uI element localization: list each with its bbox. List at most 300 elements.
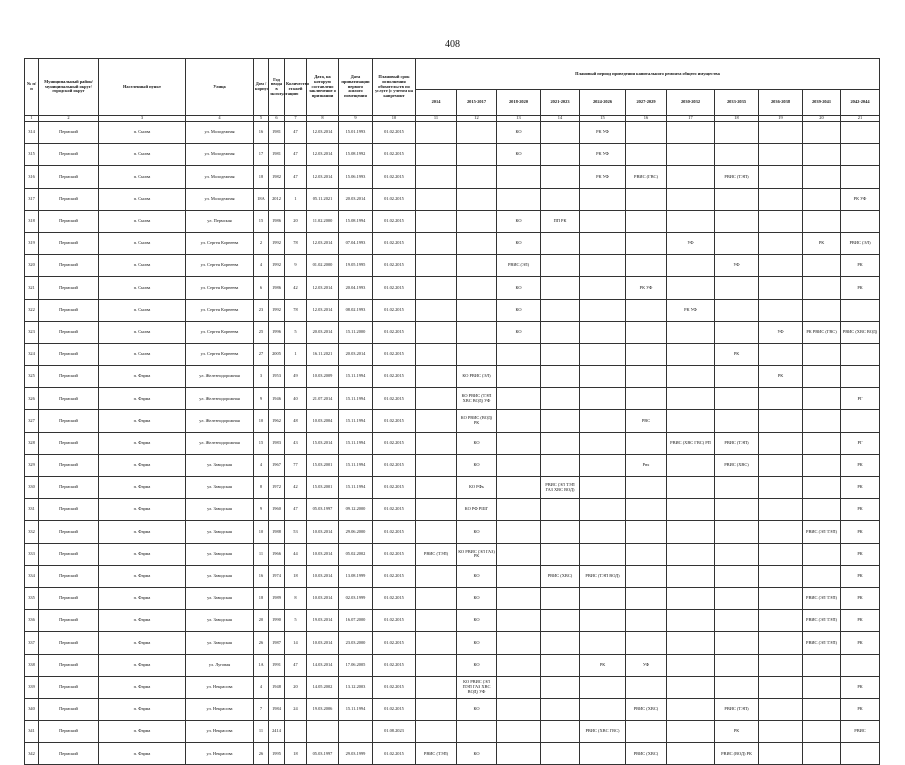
date-privatization-cell: 15.11.1994 bbox=[339, 454, 373, 476]
floors-cell: 9 bbox=[285, 255, 307, 277]
period-cell bbox=[759, 676, 803, 698]
period-cell bbox=[841, 144, 880, 166]
district-cell: Пермский bbox=[39, 632, 99, 654]
period-cell bbox=[580, 743, 626, 765]
street-cell: ул. Некрасова bbox=[186, 743, 254, 765]
period-cell bbox=[580, 521, 626, 543]
period-cell: РК bbox=[841, 632, 880, 654]
date-privatization-cell: 07.04.1993 bbox=[339, 232, 373, 254]
period-cell bbox=[497, 188, 541, 210]
street-cell: ул. Сергея Корнеева bbox=[186, 299, 254, 321]
period-cell bbox=[416, 188, 457, 210]
date-privatization-cell: 17.06.2005 bbox=[339, 654, 373, 676]
column-number: 13 bbox=[497, 116, 541, 122]
period-cell: РК УФ bbox=[580, 144, 626, 166]
date-recognition-cell: 12.03.2014 bbox=[307, 299, 339, 321]
row-number: 320 bbox=[25, 255, 39, 277]
year-cell: 1988 bbox=[269, 521, 285, 543]
period-header: 2015-2017 bbox=[457, 90, 497, 116]
period-cell bbox=[541, 676, 580, 698]
period-cell bbox=[416, 610, 457, 632]
street-cell: ул. Железнодорожная bbox=[186, 432, 254, 454]
house-cell: 4 bbox=[254, 255, 269, 277]
period-cell bbox=[759, 587, 803, 609]
period-cell bbox=[803, 166, 841, 188]
column-number: 21 bbox=[841, 116, 880, 122]
district-cell: Пермский bbox=[39, 299, 99, 321]
period-cell bbox=[416, 521, 457, 543]
period-cell bbox=[667, 188, 715, 210]
period-cell bbox=[541, 587, 580, 609]
row-number: 329 bbox=[25, 454, 39, 476]
period-cell: РВИС (ЭЛ) bbox=[841, 232, 880, 254]
floors-cell: 49 bbox=[285, 366, 307, 388]
period-cell: КО bbox=[457, 521, 497, 543]
period-cell bbox=[715, 388, 759, 410]
row-number: 319 bbox=[25, 232, 39, 254]
period-cell bbox=[803, 565, 841, 587]
table-row bbox=[25, 366, 880, 388]
period-cell bbox=[715, 277, 759, 299]
settlement-cell: п. Фарма bbox=[99, 454, 186, 476]
row-number: 316 bbox=[25, 166, 39, 188]
floors-cell: 47 bbox=[285, 144, 307, 166]
deadline-cell: 01.02.2015 bbox=[373, 610, 416, 632]
settlement-cell: п. Фарма bbox=[99, 388, 186, 410]
house-cell: 26 bbox=[254, 632, 269, 654]
period-cell bbox=[416, 432, 457, 454]
header-planned-period: Плановый период проведения капитального ремонта общего имущества bbox=[416, 59, 880, 90]
table-row bbox=[25, 610, 880, 632]
period-cell: РК УФ bbox=[580, 122, 626, 144]
period-cell: РК bbox=[841, 277, 880, 299]
period-cell bbox=[667, 676, 715, 698]
district-cell: Пермский bbox=[39, 565, 99, 587]
period-cell bbox=[667, 499, 715, 521]
period-cell bbox=[416, 587, 457, 609]
period-cell bbox=[803, 432, 841, 454]
period-cell: РВИС (ХВС) bbox=[715, 454, 759, 476]
period-cell bbox=[541, 654, 580, 676]
street-cell: ул. Заводская bbox=[186, 543, 254, 565]
district-cell: Пермский bbox=[39, 477, 99, 499]
date-privatization-cell: 20.03.2014 bbox=[339, 188, 373, 210]
column-number: 8 bbox=[307, 116, 339, 122]
settlement-cell: п. Фарма bbox=[99, 654, 186, 676]
period-cell bbox=[759, 144, 803, 166]
period-cell bbox=[759, 410, 803, 432]
period-cell: РВИС (ХВС ГВС) bbox=[580, 721, 626, 743]
year-cell: 1995 bbox=[269, 743, 285, 765]
period-cell bbox=[803, 122, 841, 144]
table-row bbox=[25, 454, 880, 476]
period-cell: РВИС (ТЭП) bbox=[416, 743, 457, 765]
period-cell bbox=[580, 210, 626, 232]
house-cell: 10 bbox=[254, 410, 269, 432]
house-cell: 4 bbox=[254, 454, 269, 476]
deadline-cell: 01.02.2015 bbox=[373, 277, 416, 299]
house-cell: 18 bbox=[254, 587, 269, 609]
street-cell: ул. Заводская bbox=[186, 610, 254, 632]
settlement-cell: п. Фарма bbox=[99, 477, 186, 499]
period-cell bbox=[497, 543, 541, 565]
date-recognition-cell: 11.02.2000 bbox=[307, 210, 339, 232]
floors-cell: 8 bbox=[285, 587, 307, 609]
date-recognition-cell: 10.03.2014 bbox=[307, 587, 339, 609]
house-cell: 6 bbox=[254, 277, 269, 299]
period-cell: КО bbox=[497, 144, 541, 166]
date-recognition-cell: 19.03.2006 bbox=[307, 698, 339, 720]
period-cell bbox=[803, 698, 841, 720]
table-row bbox=[25, 565, 880, 587]
table-row bbox=[25, 299, 880, 321]
period-cell bbox=[803, 210, 841, 232]
date-privatization-cell: 20.04.1993 bbox=[339, 277, 373, 299]
floors-cell: 78 bbox=[285, 232, 307, 254]
floors-cell: 47 bbox=[285, 654, 307, 676]
period-cell bbox=[416, 388, 457, 410]
period-cell bbox=[457, 277, 497, 299]
district-cell: Пермский bbox=[39, 277, 99, 299]
period-cell bbox=[715, 521, 759, 543]
period-cell: РВИС (ЭЛ ТЭП) bbox=[803, 521, 841, 543]
period-cell bbox=[667, 477, 715, 499]
house-cell: 16 bbox=[254, 122, 269, 144]
period-cell bbox=[759, 255, 803, 277]
period-cell bbox=[759, 454, 803, 476]
year-cell: 1966 bbox=[269, 543, 285, 565]
district-cell: Пермский bbox=[39, 543, 99, 565]
period-cell bbox=[841, 210, 880, 232]
deadline-cell: 01.02.2015 bbox=[373, 255, 416, 277]
header-no: № п/п bbox=[25, 59, 39, 116]
period-cell bbox=[541, 543, 580, 565]
period-cell: РВИС (ХВС) bbox=[626, 698, 667, 720]
house-cell: 9 bbox=[254, 499, 269, 521]
period-cell bbox=[759, 388, 803, 410]
period-cell: РВИС (ТЭП) bbox=[416, 543, 457, 565]
period-cell: РГ bbox=[841, 388, 880, 410]
period-cell bbox=[626, 721, 667, 743]
settlement-cell: п. Фарма bbox=[99, 366, 186, 388]
period-cell bbox=[667, 565, 715, 587]
period-cell bbox=[715, 366, 759, 388]
period-cell bbox=[759, 521, 803, 543]
period-cell bbox=[580, 454, 626, 476]
row-number: 331 bbox=[25, 499, 39, 521]
settlement-cell: п. Сылва bbox=[99, 188, 186, 210]
period-cell: РВИС (ХВС) bbox=[541, 565, 580, 587]
date-recognition-cell bbox=[307, 721, 339, 743]
floors-cell: 42 bbox=[285, 277, 307, 299]
table-row bbox=[25, 721, 880, 743]
period-cell bbox=[626, 610, 667, 632]
street-cell: ул. Заводская bbox=[186, 565, 254, 587]
column-number: 7 bbox=[285, 116, 307, 122]
row-number: 333 bbox=[25, 543, 39, 565]
floors-cell: 40 bbox=[285, 388, 307, 410]
period-header: 2036-2038 bbox=[759, 90, 803, 116]
period-cell bbox=[457, 122, 497, 144]
period-cell bbox=[715, 210, 759, 232]
table-row bbox=[25, 477, 880, 499]
period-cell bbox=[667, 654, 715, 676]
house-cell: 23 bbox=[254, 299, 269, 321]
period-cell bbox=[803, 343, 841, 365]
table-row bbox=[25, 232, 880, 254]
period-cell: УФ bbox=[759, 321, 803, 343]
period-cell bbox=[416, 122, 457, 144]
period-cell bbox=[541, 232, 580, 254]
house-cell: 16 bbox=[254, 565, 269, 587]
period-cell bbox=[541, 321, 580, 343]
period-cell bbox=[759, 277, 803, 299]
house-cell: 17 bbox=[254, 144, 269, 166]
year-cell: 1989 bbox=[269, 587, 285, 609]
floors-cell: 43 bbox=[285, 432, 307, 454]
period-cell bbox=[416, 721, 457, 743]
period-cell bbox=[803, 299, 841, 321]
period-cell bbox=[541, 743, 580, 765]
period-cell bbox=[541, 632, 580, 654]
period-cell bbox=[715, 499, 759, 521]
row-number: 322 bbox=[25, 299, 39, 321]
date-privatization-cell: 13.08.1999 bbox=[339, 565, 373, 587]
settlement-cell: п. Фарма bbox=[99, 676, 186, 698]
period-cell bbox=[667, 166, 715, 188]
settlement-cell: п. Фарма bbox=[99, 432, 186, 454]
house-cell: 15 bbox=[254, 210, 269, 232]
header-date-recognition: Дата, на которую составлено заключение о признании bbox=[307, 59, 339, 116]
period-cell: КО bbox=[457, 743, 497, 765]
period-cell bbox=[497, 632, 541, 654]
column-number: 12 bbox=[457, 116, 497, 122]
period-cell bbox=[841, 299, 880, 321]
period-cell bbox=[841, 166, 880, 188]
period-cell bbox=[416, 499, 457, 521]
period-cell bbox=[541, 388, 580, 410]
period-cell bbox=[416, 277, 457, 299]
period-cell: РК bbox=[759, 366, 803, 388]
deadline-cell: 01.02.2015 bbox=[373, 654, 416, 676]
period-cell bbox=[580, 188, 626, 210]
period-cell bbox=[667, 321, 715, 343]
period-cell bbox=[667, 388, 715, 410]
deadline-cell: 01.02.2015 bbox=[373, 676, 416, 698]
district-cell: Пермский bbox=[39, 743, 99, 765]
street-cell: ул. Заводская bbox=[186, 587, 254, 609]
period-cell bbox=[541, 521, 580, 543]
street-cell: ул. Луговая bbox=[186, 654, 254, 676]
period-cell bbox=[667, 366, 715, 388]
settlement-cell: п. Фарма bbox=[99, 410, 186, 432]
capital-repair-table bbox=[24, 58, 880, 765]
period-cell bbox=[580, 432, 626, 454]
period-cell: Рвх bbox=[626, 454, 667, 476]
period-cell bbox=[416, 410, 457, 432]
settlement-cell: п. Фарма bbox=[99, 632, 186, 654]
period-cell bbox=[457, 343, 497, 365]
period-cell bbox=[715, 232, 759, 254]
period-cell bbox=[803, 410, 841, 432]
period-header: 2033-2035 bbox=[715, 90, 759, 116]
period-cell bbox=[497, 454, 541, 476]
row-number: 323 bbox=[25, 321, 39, 343]
period-cell bbox=[580, 277, 626, 299]
house-cell: 26 bbox=[254, 743, 269, 765]
row-number: 334 bbox=[25, 565, 39, 587]
period-cell bbox=[541, 188, 580, 210]
date-recognition-cell: 20.03.2014 bbox=[307, 321, 339, 343]
period-cell bbox=[626, 366, 667, 388]
period-cell bbox=[759, 698, 803, 720]
date-recognition-cell: 12.03.2014 bbox=[307, 166, 339, 188]
period-header: 2030-2032 bbox=[667, 90, 715, 116]
date-recognition-cell: 14.03.2014 bbox=[307, 654, 339, 676]
period-cell bbox=[626, 587, 667, 609]
period-cell: КО РВИС (ВОД) РК bbox=[457, 410, 497, 432]
district-cell: Пермский bbox=[39, 232, 99, 254]
district-cell: Пермский bbox=[39, 366, 99, 388]
period-cell bbox=[667, 721, 715, 743]
year-cell: 1962 bbox=[269, 410, 285, 432]
period-cell bbox=[497, 698, 541, 720]
period-cell bbox=[667, 743, 715, 765]
period-cell bbox=[497, 721, 541, 743]
column-number: 6 bbox=[269, 116, 285, 122]
row-number: 337 bbox=[25, 632, 39, 654]
column-number: 16 bbox=[626, 116, 667, 122]
period-cell bbox=[580, 343, 626, 365]
table-row bbox=[25, 188, 880, 210]
date-privatization-cell: 08.02.1993 bbox=[339, 299, 373, 321]
period-cell bbox=[803, 743, 841, 765]
date-privatization-cell: 15.08.1992 bbox=[339, 144, 373, 166]
period-cell bbox=[416, 676, 457, 698]
date-privatization-cell: 15.08.1994 bbox=[339, 210, 373, 232]
period-cell: ПП РК bbox=[541, 210, 580, 232]
deadline-cell: 01.02.2015 bbox=[373, 232, 416, 254]
row-number: 338 bbox=[25, 654, 39, 676]
street-cell: ул. Сергея Корнеева bbox=[186, 232, 254, 254]
deadline-cell: 01.02.2015 bbox=[373, 122, 416, 144]
period-cell bbox=[715, 565, 759, 587]
floors-cell: 24 bbox=[285, 698, 307, 720]
deadline-cell: 01.02.2015 bbox=[373, 343, 416, 365]
house-cell: 10 bbox=[254, 521, 269, 543]
floors-cell: 77 bbox=[285, 454, 307, 476]
period-header: 2027-2029 bbox=[626, 90, 667, 116]
row-number: 315 bbox=[25, 144, 39, 166]
deadline-cell: 01.02.2015 bbox=[373, 321, 416, 343]
deadline-cell: 01.02.2015 bbox=[373, 388, 416, 410]
table-row bbox=[25, 676, 880, 698]
period-cell: РВИС (ЭЛ ТЭП) bbox=[803, 587, 841, 609]
deadline-cell: 01.02.2015 bbox=[373, 410, 416, 432]
district-cell: Пермский bbox=[39, 676, 99, 698]
table-body bbox=[25, 116, 880, 765]
date-recognition-cell: 21.07.2014 bbox=[307, 388, 339, 410]
date-recognition-cell: 19.03.2014 bbox=[307, 610, 339, 632]
period-cell bbox=[580, 632, 626, 654]
floors-cell: 18 bbox=[285, 743, 307, 765]
year-cell: 1946 bbox=[269, 388, 285, 410]
period-cell: КО РФ РШГ bbox=[457, 499, 497, 521]
row-number: 314 bbox=[25, 122, 39, 144]
settlement-cell: п. Фарма bbox=[99, 743, 186, 765]
period-cell bbox=[580, 232, 626, 254]
period-cell: РВИС (ХВС ВОД) bbox=[841, 321, 880, 343]
house-cell: 9 bbox=[254, 388, 269, 410]
period-cell bbox=[715, 321, 759, 343]
year-cell: 1981 bbox=[269, 144, 285, 166]
district-cell: Пермский bbox=[39, 454, 99, 476]
period-cell bbox=[715, 543, 759, 565]
period-cell bbox=[416, 654, 457, 676]
deadline-cell: 01.02.2015 bbox=[373, 210, 416, 232]
table-row bbox=[25, 654, 880, 676]
period-header: 2018-2020 bbox=[497, 90, 541, 116]
period-cell bbox=[497, 432, 541, 454]
period-cell bbox=[457, 210, 497, 232]
date-recognition-cell: 05.03.1997 bbox=[307, 499, 339, 521]
period-cell: КО bbox=[457, 610, 497, 632]
period-cell bbox=[667, 521, 715, 543]
street-cell: ул. Заводская bbox=[186, 632, 254, 654]
period-cell: РК bbox=[803, 232, 841, 254]
date-recognition-cell: 16.11.2021 bbox=[307, 343, 339, 365]
row-number: 336 bbox=[25, 610, 39, 632]
deadline-cell: 01.08.2023 bbox=[373, 721, 416, 743]
period-cell bbox=[626, 543, 667, 565]
period-cell bbox=[541, 166, 580, 188]
floors-cell: 20 bbox=[285, 676, 307, 698]
period-cell: РК УФ bbox=[667, 299, 715, 321]
date-recognition-cell: 10.03.2014 bbox=[307, 543, 339, 565]
deadline-cell: 01.02.2015 bbox=[373, 299, 416, 321]
period-cell: РВИС (ВОД) РК bbox=[715, 743, 759, 765]
period-header: 2021-2023 bbox=[541, 90, 580, 116]
date-privatization-cell: 20.03.2014 bbox=[339, 343, 373, 365]
period-cell bbox=[541, 721, 580, 743]
floors-cell: 18 bbox=[285, 565, 307, 587]
settlement-cell: п. Фарма bbox=[99, 698, 186, 720]
floors-cell: 1 bbox=[285, 188, 307, 210]
street-cell: ул. Заводская bbox=[186, 499, 254, 521]
table-row bbox=[25, 432, 880, 454]
period-cell bbox=[759, 721, 803, 743]
period-cell bbox=[541, 454, 580, 476]
period-cell: КО РВИС (ЭЛ ГАЗ) РК bbox=[457, 543, 497, 565]
row-number: 341 bbox=[25, 721, 39, 743]
row-number: 340 bbox=[25, 698, 39, 720]
period-cell bbox=[580, 587, 626, 609]
house-cell: 15 bbox=[254, 432, 269, 454]
street-cell: ул. Молодежная bbox=[186, 166, 254, 188]
floors-cell: 78 bbox=[285, 299, 307, 321]
period-cell: КО bbox=[497, 122, 541, 144]
period-cell bbox=[715, 676, 759, 698]
period-cell bbox=[759, 166, 803, 188]
period-cell bbox=[626, 632, 667, 654]
district-cell: Пермский bbox=[39, 654, 99, 676]
period-cell bbox=[715, 410, 759, 432]
period-cell bbox=[715, 654, 759, 676]
floors-cell: 5 bbox=[285, 321, 307, 343]
table-row bbox=[25, 144, 880, 166]
house-cell: 18 bbox=[254, 166, 269, 188]
period-cell: РК РВИС (ГВС) bbox=[803, 321, 841, 343]
